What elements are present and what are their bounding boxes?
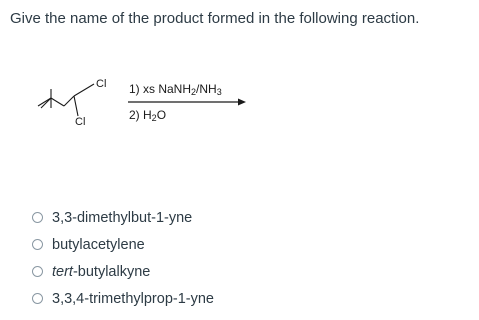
reaction-condition-1: 1) xs $NaNH_2/NH_3$	[129, 82, 222, 97]
radio-button[interactable]	[32, 239, 43, 250]
bond	[74, 84, 94, 96]
bond	[64, 96, 74, 106]
reaction-scheme	[0, 60, 479, 140]
substrate-skeleton	[38, 84, 94, 116]
bond	[51, 98, 64, 106]
answer-option-1[interactable]	[32, 204, 214, 231]
answer-label: tert-butylalkyne	[52, 263, 151, 280]
answer-option-4[interactable]	[32, 285, 214, 312]
bond	[74, 96, 78, 116]
answer-label: 3,3,4-trimethylprop-1-yne	[52, 290, 214, 307]
radio-button[interactable]	[32, 293, 43, 304]
answer-option-2[interactable]	[32, 231, 214, 258]
answer-label: butylacetylene	[52, 236, 145, 253]
reaction-arrow	[128, 99, 246, 106]
radio-button[interactable]	[32, 266, 43, 277]
chlorine-atom-label: Cl	[75, 116, 86, 128]
chlorine-atom-label: Cl	[96, 78, 107, 90]
answer-options	[32, 204, 214, 312]
reaction-condition-2: 2) $H_2O$	[129, 108, 167, 123]
answer-option-3[interactable]	[32, 258, 214, 285]
question-text: Give the name of the product formed in the following reaction.	[10, 10, 420, 27]
answer-label: 3,3-dimethylbut-1-yne	[52, 209, 193, 226]
radio-button[interactable]	[32, 212, 43, 223]
reaction-structure-diagram	[0, 60, 479, 140]
